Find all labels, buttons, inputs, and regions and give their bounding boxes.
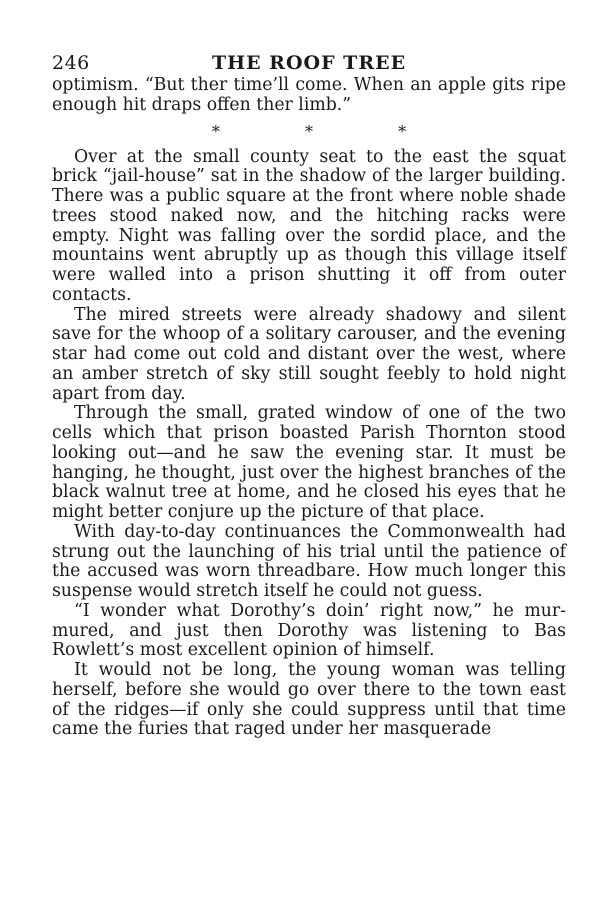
paragraph: Over at the small county seat to the east the squat brick “jail-house” sat in the shadow of the larger building. There was a public square at the front where noble shade trees stood naked now, and the hitching racks were empty. Night was falling over the sordid place, and the mountains went abruptly up as though this village itself were walled into a prison shutting it off from outer contacts.: [52, 146, 566, 305]
running-head: THE ROOF TREE: [212, 52, 407, 74]
section-break: * * *: [211, 121, 447, 141]
paragraph-continued: optimism. “But ther time’ll come. When an apple gits ripe enough hit draps offen ther limb.”: [52, 75, 566, 115]
paragraph: With day-to-day continuances the Commonwealth had strung out the launching of his trial until the patience of the accused was worn threadbare. How much longer this suspense would stretch itself he could not guess.: [52, 521, 566, 601]
book-page: [52, 50, 566, 740]
paragraph: Through the small, grated window of one of the two cells which that prison boasted Parish Thornton stood looking out—and he saw the evening star. It must be hanging, he thought, just over the highest branches of the black walnut tree at home, and he closed his eyes that he might better conjure up the picture of that place.: [52, 403, 566, 522]
page-number: 246: [52, 52, 90, 74]
paragraph: It would not be long, the young woman was telling herself, before she would go over there to the town east of the ridges—if only she could suppress until that time came the furies that raged under her masquerade: [52, 660, 566, 740]
paragraph: The mired streets were already shadowy and silent save for the whoop of a solitary carouser, and the evening star had come out cold and distant over the west, where an amber stretch of sky still sought feebly to hold night apart from day.: [52, 304, 566, 404]
paragraph: “I wonder what Dorothy’s doin’ right now,” he murmured, and just then Dorothy was listening to Bas Rowlett’s most excellent opinion of himself.: [52, 600, 566, 661]
page-header: [52, 50, 566, 76]
